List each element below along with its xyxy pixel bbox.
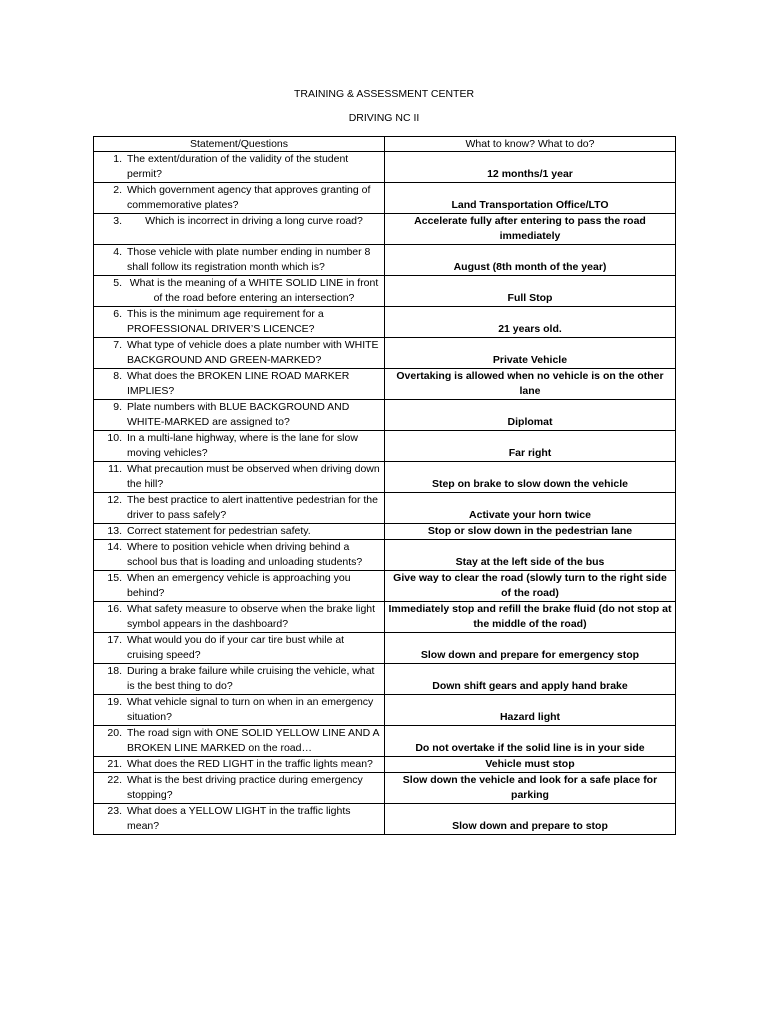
question-text: What does the RED LIGHT in the traffic lights mean? [127, 758, 373, 770]
question-number: 13. [107, 525, 122, 537]
question-number: 11. [108, 463, 122, 475]
table-row [94, 804, 676, 835]
answer-cell: Far right [385, 431, 676, 462]
answer-cell: Immediately stop and refill the brake fluid (do not stop at the middle of the road) [385, 602, 676, 633]
table-row [94, 664, 676, 695]
table-row [94, 338, 676, 369]
answer-cell: Slow down the vehicle and look for a safe place for parking [385, 773, 676, 804]
question-text: The extent/duration of the validity of the student permit? [127, 153, 349, 180]
table-header-row [94, 137, 676, 152]
question-cell [94, 695, 385, 726]
table-row [94, 524, 676, 540]
table-row [94, 726, 676, 757]
question-text: During a brake failure while cruising the vehicle, what is the best thing to do? [127, 665, 375, 692]
question-number: 6. [113, 308, 122, 320]
question-number: 22. [107, 774, 122, 786]
table-row [94, 307, 676, 338]
table-row [94, 214, 676, 245]
question-cell [94, 307, 385, 338]
answer-cell: Slow down and prepare to stop [385, 804, 676, 835]
answer-cell: 12 months/1 year [385, 152, 676, 183]
question-cell [94, 571, 385, 602]
document-subtitle: DRIVING NC II [348, 112, 420, 124]
question-text: Those vehicle with plate number ending in number 8 shall follow its registration month which is? [127, 246, 371, 273]
table-body [94, 152, 676, 835]
table-row [94, 462, 676, 493]
question-number: 2. [113, 184, 122, 196]
question-number: 5. [113, 277, 122, 289]
question-text: Where to position vehicle when driving behind a school bus that is loading and unloading students? [127, 541, 363, 568]
question-number: 21. [107, 758, 122, 770]
question-cell [94, 462, 385, 493]
question-cell [94, 773, 385, 804]
table-row [94, 369, 676, 400]
column-header-answers: What to know? What to do? [385, 137, 676, 152]
question-text: Plate numbers with BLUE BACKGROUND AND WHITE-MARKED are assigned to? [127, 401, 350, 428]
question-cell [94, 431, 385, 462]
question-text: What does a YELLOW LIGHT in the traffic lights mean? [127, 805, 351, 832]
question-cell [94, 183, 385, 214]
table-row [94, 245, 676, 276]
question-number: 15. [107, 572, 122, 584]
question-cell [94, 757, 385, 773]
answer-cell: Hazard light [385, 695, 676, 726]
answer-cell: Vehicle must stop [385, 757, 676, 773]
table-row [94, 183, 676, 214]
question-cell [94, 726, 385, 757]
question-number: 19. [107, 696, 122, 708]
question-text: This is the minimum age requirement for a PROFESSIONAL DRIVER’S LICENCE? [127, 308, 324, 335]
question-text: What does the BROKEN LINE ROAD MARKER IMPLIES? [127, 370, 350, 397]
question-number: 8. [113, 370, 122, 382]
question-number: 17. [107, 634, 122, 646]
question-cell [94, 338, 385, 369]
question-cell [94, 369, 385, 400]
question-text: Correct statement for pedestrian safety. [127, 525, 311, 537]
question-number: 16. [107, 603, 122, 615]
table-row [94, 695, 676, 726]
question-cell [94, 804, 385, 835]
answer-cell: Overtaking is allowed when no vehicle is on the other lane [385, 369, 676, 400]
table-row [94, 773, 676, 804]
question-cell [94, 276, 385, 307]
question-text: What type of vehicle does a plate number with WHITE BACKGROUND AND GREEN-MARKED? [127, 339, 379, 366]
question-text: What is the best driving practice during emergency stopping? [127, 774, 363, 801]
question-text: In a multi-lane highway, where is the lane for slow moving vehicles? [127, 432, 358, 459]
table-row [94, 757, 676, 773]
question-text: Which is incorrect in driving a long curve road? [145, 215, 363, 227]
answer-cell: Full Stop [385, 276, 676, 307]
answer-cell: Activate your horn twice [385, 493, 676, 524]
question-number: 3. [113, 215, 122, 227]
question-cell [94, 664, 385, 695]
table-row [94, 431, 676, 462]
question-cell [94, 245, 385, 276]
table-row [94, 540, 676, 571]
answer-cell: Stay at the left side of the bus [385, 540, 676, 571]
table-row [94, 276, 676, 307]
question-text: When an emergency vehicle is approaching you behind? [127, 572, 351, 599]
answer-cell: Private Vehicle [385, 338, 676, 369]
question-cell [94, 633, 385, 664]
question-number: 9. [113, 401, 122, 413]
question-number: 23. [107, 805, 122, 817]
question-number: 10. [107, 432, 122, 444]
question-number: 7. [113, 339, 122, 351]
question-number: 4. [113, 246, 122, 258]
question-text: The road sign with ONE SOLID YELLOW LINE AND A BROKEN LINE MARKED on the road… [127, 727, 379, 754]
answer-cell: Down shift gears and apply hand brake [385, 664, 676, 695]
table-row [94, 571, 676, 602]
table-row [94, 152, 676, 183]
answer-cell: Step on brake to slow down the vehicle [385, 462, 676, 493]
answer-cell: August (8th month of the year) [385, 245, 676, 276]
question-cell [94, 214, 385, 245]
table-row [94, 493, 676, 524]
answer-cell: 21 years old. [385, 307, 676, 338]
question-text: Which government agency that approves granting of commemorative plates? [127, 184, 371, 211]
table-row [94, 602, 676, 633]
question-cell [94, 602, 385, 633]
answer-cell: Diplomat [385, 400, 676, 431]
question-number: 18. [107, 665, 122, 677]
answer-cell: Slow down and prepare for emergency stop [385, 633, 676, 664]
answer-cell: Land Transportation Office/LTO [385, 183, 676, 214]
table-row [94, 400, 676, 431]
table-row [94, 633, 676, 664]
question-text: What safety measure to observe when the brake light symbol appears in the dashboard? [127, 603, 376, 630]
question-text: What is the meaning of a WHITE SOLID LINE in front of the road before entering an intersection? [129, 277, 379, 304]
question-cell [94, 400, 385, 431]
answer-cell: Give way to clear the road (slowly turn to the right side of the road) [385, 571, 676, 602]
question-cell [94, 493, 385, 524]
question-cell [94, 152, 385, 183]
question-number: 12. [107, 494, 122, 506]
question-number: 20. [107, 727, 122, 739]
question-cell [94, 540, 385, 571]
question-text: What vehicle signal to turn on when in an emergency situation? [127, 696, 374, 723]
question-cell [94, 524, 385, 540]
column-header-questions: Statement/Questions [94, 137, 385, 152]
qa-table [93, 136, 676, 835]
question-number: 1. [113, 153, 122, 165]
question-text: What precaution must be observed when driving down the hill? [127, 463, 380, 490]
question-number: 14. [107, 541, 122, 553]
answer-cell: Accelerate fully after entering to pass the road immediately [385, 214, 676, 245]
answer-cell: Do not overtake if the solid line is in your side [385, 726, 676, 757]
question-text: What would you do if your car tire bust while at cruising speed? [127, 634, 345, 661]
answer-cell: Stop or slow down in the pedestrian lane [385, 524, 676, 540]
question-text: The best practice to alert inattentive pedestrian for the driver to pass safely? [127, 494, 378, 521]
document-title: TRAINING & ASSESSMENT CENTER [293, 88, 475, 100]
